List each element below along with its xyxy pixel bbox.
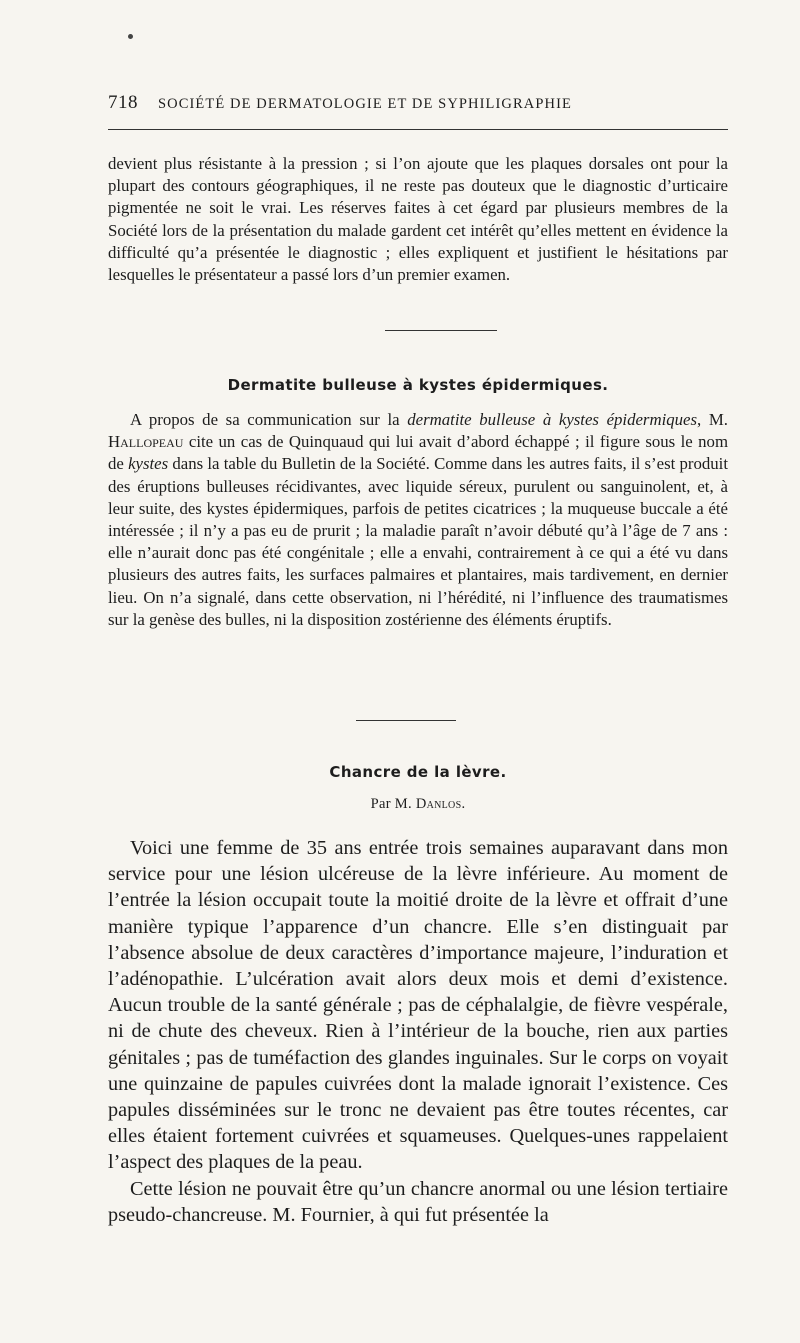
paragraph-chancre-2: Cette lésion ne pouvait être qu’un chancre anormal ou une lésion tertiaire pseudo-chancreuse. M. Fournier, à qui fut présentée la	[108, 1177, 728, 1226]
author-prefix: Par M.	[370, 796, 416, 812]
author-name-danlos: Danlos	[415, 796, 462, 812]
section-author	[108, 796, 728, 813]
section-title-dermatite: Dermatite bulleuse à kystes épidermiques.	[227, 376, 609, 394]
paragraph-continuation: devient plus résistante à la pression ; si l’on ajoute que les plaques dorsales ont pour la plupart des contours géographiques, il ne reste pas douteux que le diagnostic d’urticaire pigmentée ne soit le vrai. Les réserves faites à cet égard par plusieurs membres de la Société lors de la présentation du malade gardent cet intérêt qu’elles mettent en évidence la difficulté qu’a présentée le diagnostic ; elles expliquent et justifient le hésitations par lesquelles le présentateur a passé lors d’un premier examen.	[108, 154, 728, 285]
text-run: A propos de sa communication sur la	[130, 410, 408, 429]
text-run: cite un cas de Quinquaud qui lui avait d’abord échappé ; il figure sous le nom de	[108, 432, 728, 474]
paragraph-chancre-1: Voici une femme de 35 ans entrée trois semaines auparavant dans mon service pour une lésion ulcéreuse de la lèvre inférieure. Au moment de l’entrée la lésion occupait toute la moitié droite de la lèvre et offrait d’une manière typique l’apparence d’un chancre. Elle s’en distinguait par l’absence absolue de deux caractères d’importance majeure, l’induration et l’adénopathie. L’ulcération avait alors deux mois et demi d’existence. Aucun trouble de la santé générale ; pas de céphalalgie, de fièvre vespérale, ni de chute des cheveux. Rien à l’intérieur de la bouche, rien aux parties génitales ; pas de tuméfaction des glandes inguinales. Sur le corps on voyait une quinzaine de papules cuivrées dont la malade ignorait l’existence. Ces papules disséminées sur le tronc ne devaient pas être toutes récentes, car elles étaient fortement cuivrées et squameuses. Quelques-unes rappelaient l’aspect des plaques de la peau.	[108, 837, 728, 1174]
running-title: SOCIÉTÉ DE DERMATOLOGIE ET DE SYPHILIGRAPHIE	[158, 96, 572, 112]
paragraph-dermatite	[108, 409, 728, 631]
page-header	[108, 92, 728, 114]
section-body-chancre	[108, 835, 728, 1228]
ink-speck	[128, 34, 133, 39]
author-name-hallopeau: Hallopeau	[108, 432, 184, 452]
section-separator	[385, 330, 497, 331]
page-number: 718	[108, 92, 138, 113]
text-run: , M.	[697, 410, 728, 429]
italic-term: dermatite bulleuse à kystes épidermiques	[407, 410, 698, 429]
author-suffix: .	[461, 796, 466, 812]
italic-term: kystes	[128, 454, 169, 474]
header-rule	[108, 129, 728, 130]
section-separator	[356, 720, 456, 721]
text-run: dans la table du Bulletin de la Société. Comme dans les autres faits, il s’est produit des éruptions bulleuses récidivantes, avec liquide séreux, purulent ou sanguinolent, et, à leur suite, des kystes épidermiques, parfois de petites cicatrices ; la muqueuse buccale a été intéressée ; il n’y a pas eu de prurit ; la maladie paraît n’avoir débuté qu’à l’âge de 7 ans : elle n’aurait donc pas été congénitale ; elle a envahi, contrairement à ce qui a été vu dans plusieurs des autres faits, les surfaces palmaires et plantaires, mais tardivement, en dernier lieu. On n’a signalé, dans cette observation, ni l’hérédité, ni l’influence des traumatismes sur la genèse des bulles, ni la disposition zostérienne des éléments éruptifs.	[108, 454, 728, 629]
section-title-chancre: Chancre de la lèvre.	[329, 763, 507, 781]
